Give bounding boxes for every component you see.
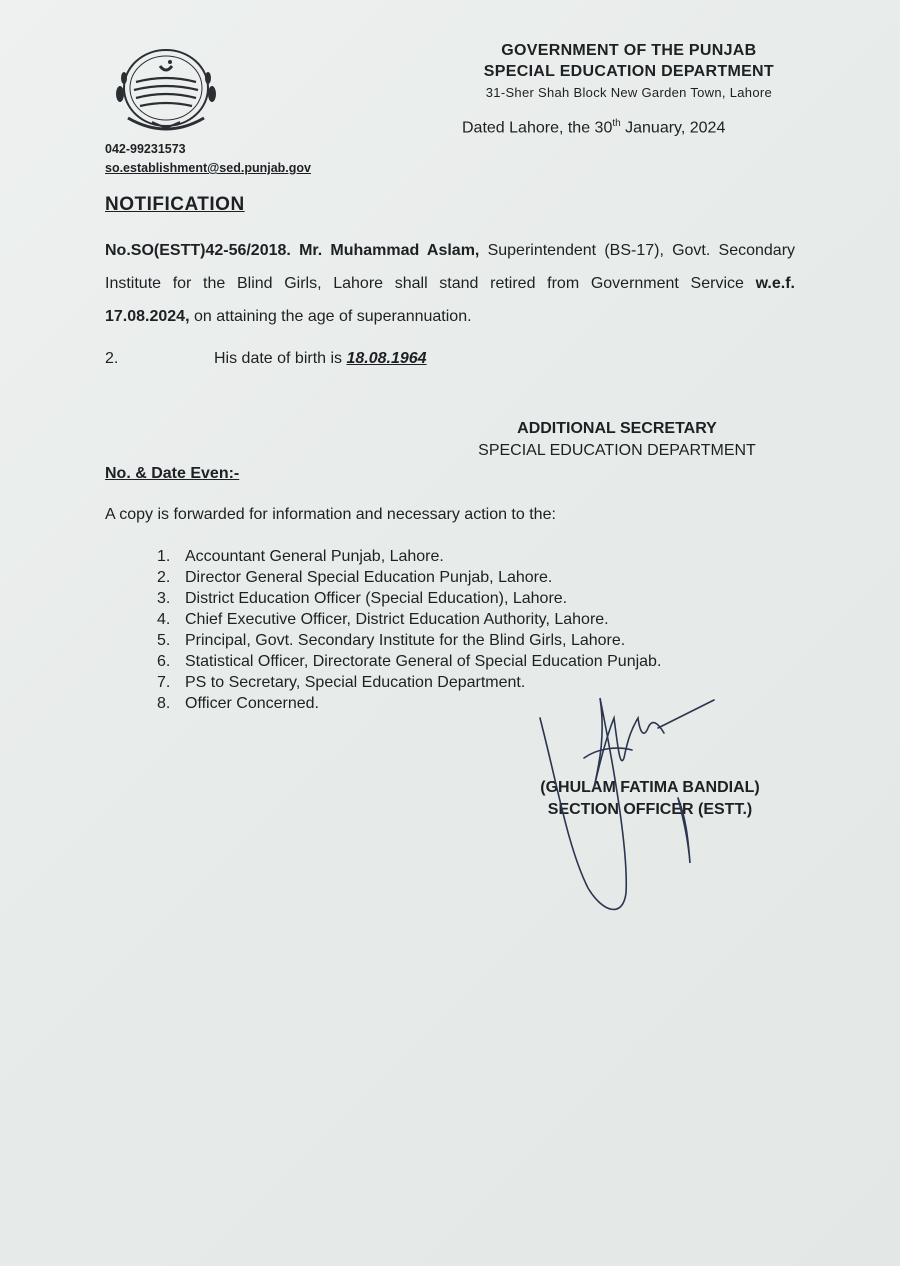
- list-item-number: 1.: [157, 548, 171, 565]
- notification-body: [105, 234, 795, 333]
- header-line1: GOVERNMENT OF THE PUNJAB: [501, 42, 757, 59]
- list-item: [157, 546, 661, 567]
- list-item-number: 7.: [157, 674, 171, 691]
- list-item-number: 8.: [157, 695, 171, 712]
- list-item-text: Chief Executive Officer, District Education Authority, Lahore.: [185, 611, 609, 628]
- list-item: [157, 588, 661, 609]
- contact-email[interactable]: so.establishment@sed.punjab.gov: [105, 161, 311, 175]
- list-item-text: District Education Officer (Special Education), Lahore.: [185, 590, 568, 607]
- list-item-text: Statistical Officer, Directorate General of Special Education Punjab.: [185, 653, 662, 670]
- list-item: [157, 609, 661, 630]
- list-item-number: 4.: [157, 611, 171, 628]
- effective-date: w.e.f. 17.08.2024,: [105, 275, 795, 325]
- header-address: 31-Sher Shah Block New Garden Town, Lahore: [485, 85, 773, 100]
- dated-prefix: Dated Lahore, the 30: [462, 119, 613, 137]
- body-text-1: Superintendent (BS-17), Govt. Secondary Institute for the Blind Girls, Lahore shall stand retired from Government Service: [105, 242, 796, 292]
- list-item-number: 2.: [157, 569, 171, 586]
- reference-number: No.SO(ESTT)42-56/2018.: [105, 242, 291, 259]
- header-line2: SPECIAL EDUCATION DEPARTMENT: [483, 63, 774, 80]
- para2-text: His date of birth is: [214, 350, 347, 367]
- contact-block: [105, 140, 311, 178]
- list-item-number: 3.: [157, 590, 171, 607]
- handwritten-signature: [528, 688, 728, 918]
- signatory2-title: SECTION OFFICER (ESTT.): [547, 801, 753, 818]
- list-item-number: 5.: [157, 632, 171, 649]
- list-item-text: Principal, Govt. Secondary Institute for the Blind Girls, Lahore.: [185, 632, 626, 649]
- contact-phone: 042-99231573: [105, 142, 186, 156]
- dated-line: [462, 118, 725, 137]
- dated-suffix: th: [612, 118, 621, 129]
- signatory1-title: ADDITIONAL SECRETARY: [517, 420, 717, 437]
- para2: [214, 350, 427, 368]
- dated-rest: January, 2024: [620, 119, 726, 137]
- list-item-text: PS to Secretary, Special Education Department.: [185, 674, 526, 691]
- list-item: [157, 630, 661, 651]
- list-item-number: 6.: [157, 653, 171, 670]
- list-item: [157, 651, 661, 672]
- list-item-text: Accountant General Punjab, Lahore.: [185, 548, 444, 565]
- notification-title: NOTIFICATION: [105, 194, 245, 215]
- additional-secretary-block: [452, 418, 782, 462]
- punjab-emblem-logo: [108, 48, 224, 136]
- list-item-text: Officer Concerned.: [185, 695, 319, 712]
- signatory1-dept: SPECIAL EDUCATION DEPARTMENT: [478, 442, 756, 459]
- copy-forwarded-text: A copy is forwarded for information and necessary action to the:: [105, 506, 556, 523]
- date-of-birth: 18.08.1964: [346, 350, 427, 367]
- para2-number: 2.: [105, 350, 119, 367]
- body-text-2: on attaining the age of superannuation.: [189, 308, 472, 325]
- government-header: [484, 40, 774, 103]
- no-date-even: No. & Date Even:-: [105, 465, 240, 482]
- signatory2-name: (GHULAM FATIMA BANDIAL): [540, 779, 760, 796]
- employee-name: Mr. Muhammad Aslam,: [299, 242, 480, 259]
- list-item-text: Director General Special Education Punjab, Lahore.: [185, 569, 553, 586]
- list-item: [157, 567, 661, 588]
